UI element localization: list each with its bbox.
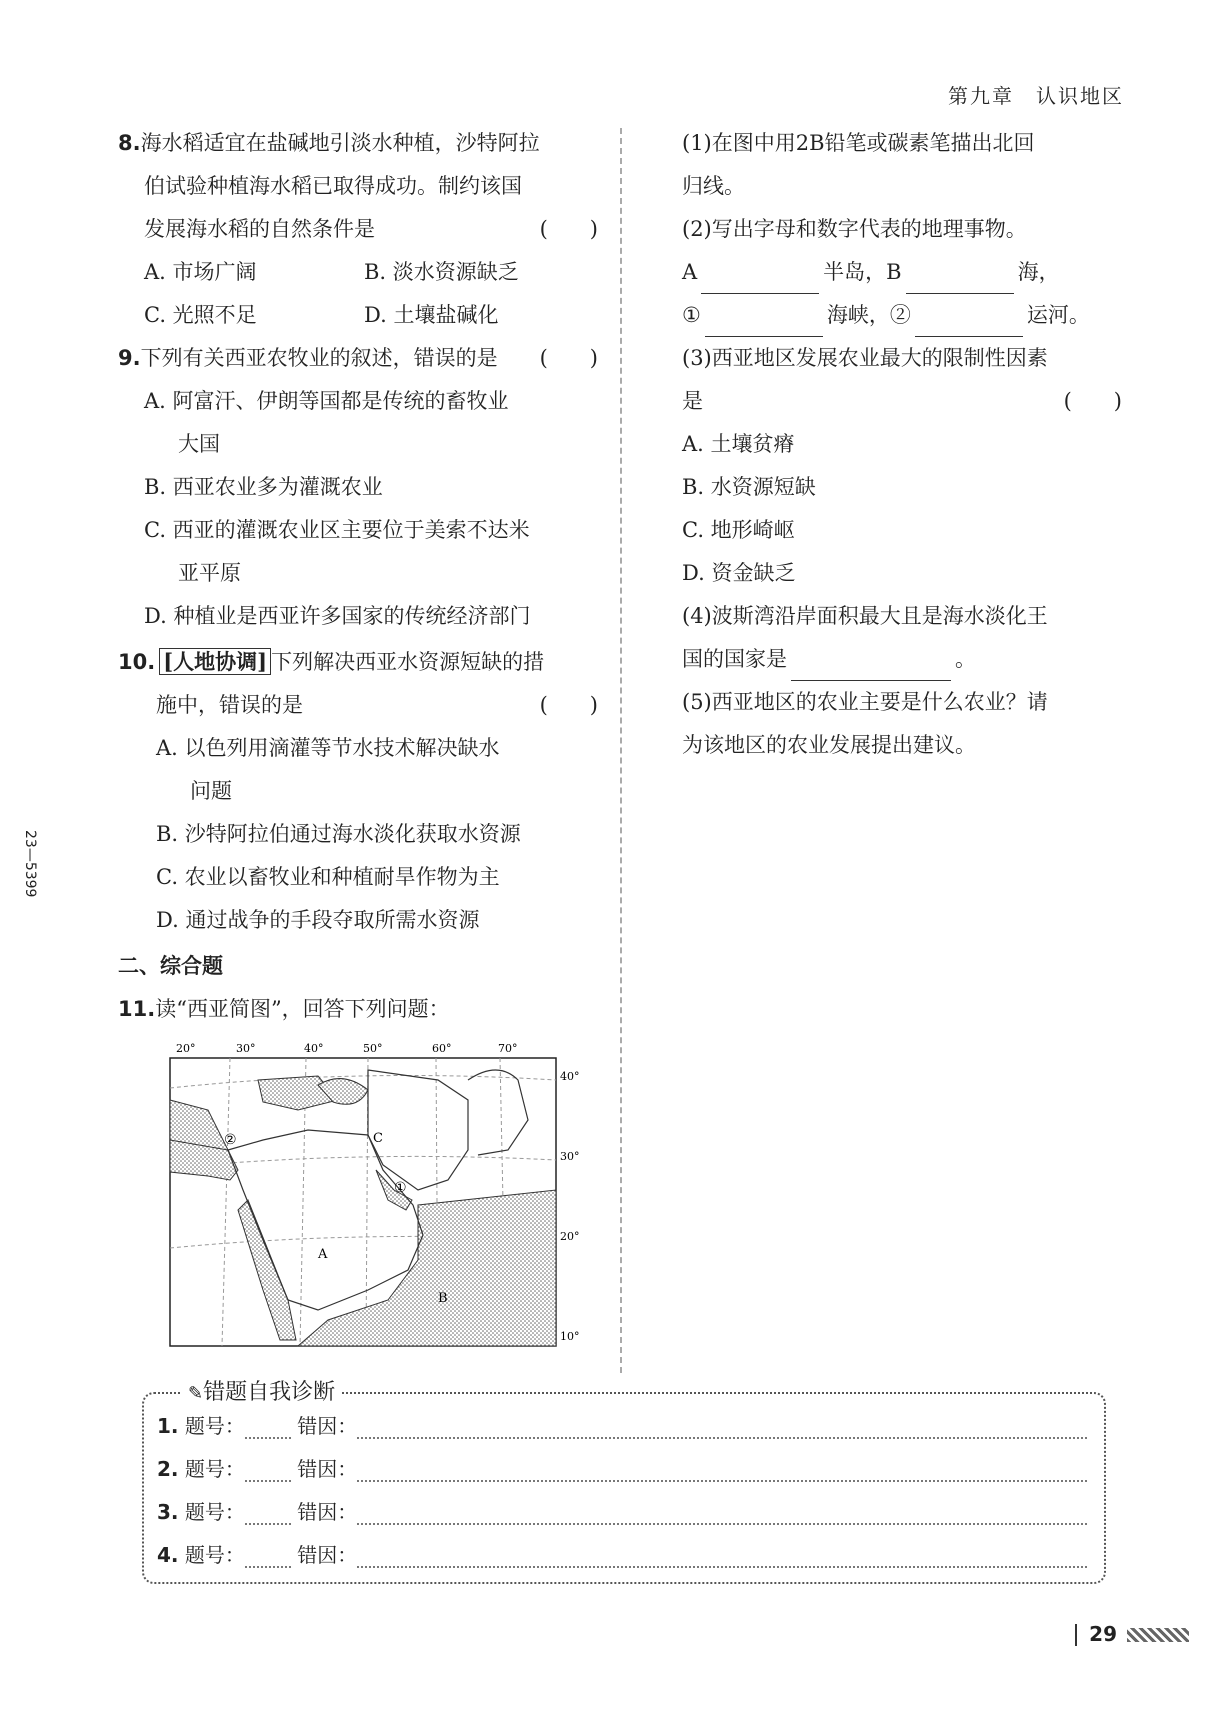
map-number-1: ①: [394, 1180, 407, 1196]
reason-field[interactable]: [357, 1548, 1087, 1568]
subquestion-4-cont: 国的国家是: [682, 647, 787, 671]
option-c-cont: 亚平原: [178, 561, 241, 585]
subquestion-5: (5)西亚地区的农业主要是什么农业？请: [682, 690, 1048, 714]
option-c[interactable]: C. 农业以畜牧业和种植耐旱作物为主: [156, 865, 500, 889]
option-a[interactable]: A. 阿富汗、伊朗等国都是传统的畜牧业: [144, 389, 509, 413]
question-8: [118, 122, 598, 337]
question-text: 读“西亚简图”，回答下列问题：: [155, 997, 450, 1021]
option-d[interactable]: D. 种植业是西亚许多国家的传统经济部门: [144, 604, 531, 628]
question-text: 发展海水稻的自然条件是: [144, 217, 375, 241]
subquestion-3-cont: 是: [682, 389, 703, 413]
number-field[interactable]: [245, 1419, 291, 1439]
lat-label: 10°: [560, 1330, 580, 1343]
option-b[interactable]: B. 淡水资源缺乏: [364, 260, 519, 284]
subquestion-3: (3)西亚地区发展农业最大的限制性因素: [682, 346, 1048, 370]
question-text: 施中，错误的是: [156, 693, 303, 717]
answer-blank-a[interactable]: [701, 269, 819, 294]
subquestion-1: (1)在图中用2B铅笔或碳素笔描出北回: [682, 131, 1035, 155]
subquestion-4: (4)波斯湾沿岸面积最大且是海水淡化王: [682, 604, 1048, 628]
option-a[interactable]: A. 以色列用滴灌等节水技术解决缺水: [156, 736, 500, 760]
label-sea: 海，: [1017, 260, 1060, 284]
question-11-parts: [682, 122, 1122, 767]
answer-paren[interactable]: ( ): [539, 693, 598, 717]
lon-label: 60°: [432, 1042, 452, 1055]
answer-blank-2[interactable]: [915, 312, 1023, 337]
question-11: [118, 988, 598, 1031]
subquestion-1-cont: 归线。: [682, 174, 745, 198]
diagnosis-title: ✎错题自我诊断: [182, 1375, 341, 1406]
diagnosis-row: 2. 题号： 错因：: [157, 1453, 1087, 1482]
question-text: 下列解决西亚水资源短缺的措: [271, 650, 545, 674]
option-d[interactable]: D. 土壤盐碱化: [364, 303, 499, 327]
question-number: 11.: [118, 997, 156, 1021]
west-asia-map: [168, 1040, 580, 1352]
lat-label: 20°: [560, 1230, 580, 1243]
question-10: 10. [人地协调] 下列解决西亚水资源短缺的措 施中，错误的是 ( ) A. 以色列用滴灌等节水技术解决缺水 问题 B. 沙特阿拉伯通过海水淡化获取水资源 C. 农业以畜牧业和种植耐旱作物为主 D. 通过战争的手段夺取所需水资源: [118, 640, 598, 942]
subquestion-2: (2)写出字母和数字代表的地理事物。: [682, 217, 1027, 241]
section-heading: 二、综合题: [118, 954, 223, 978]
column-divider: [620, 128, 622, 1373]
side-code: 23—5399: [22, 830, 38, 898]
answer-blank-1[interactable]: [705, 312, 823, 337]
page-number-bar: [1075, 1624, 1077, 1646]
decorative-stripe: [1127, 1628, 1189, 1642]
label-2: 海峡，②: [826, 303, 911, 327]
map-letter-a: A: [318, 1247, 328, 1262]
option-b[interactable]: B. 沙特阿拉伯通过海水淡化获取水资源: [156, 822, 521, 846]
lat-label: 40°: [560, 1070, 580, 1083]
question-number: 8.: [118, 131, 141, 155]
answer-paren[interactable]: ( ): [539, 346, 598, 370]
lat-label: 30°: [560, 1150, 580, 1163]
answer-paren[interactable]: ( ): [539, 217, 598, 241]
option-c[interactable]: C. 光照不足: [144, 303, 257, 327]
option-c[interactable]: C. 西亚的灌溉农业区主要位于美索不达米: [144, 518, 530, 542]
page-number: 29: [1089, 1622, 1117, 1646]
answer-blank-b[interactable]: [906, 269, 1014, 294]
subquestion-5-cont: 为该地区的农业发展提出建议。: [682, 733, 976, 757]
label-canal: 运河。: [1026, 303, 1090, 327]
option-b[interactable]: B. 西亚农业多为灌溉农业: [144, 475, 383, 499]
option-a[interactable]: A. 土壤贫瘠: [682, 432, 795, 456]
reason-field[interactable]: [357, 1462, 1087, 1482]
question-tag: 人地协调: [173, 649, 258, 674]
diagnosis-row: 4. 题号： 错因：: [157, 1539, 1087, 1568]
map-number-2: ②: [224, 1132, 237, 1148]
reason-field[interactable]: [357, 1419, 1087, 1439]
lon-label: 70°: [498, 1042, 518, 1055]
question-text: 下列有关西亚农牧业的叙述，错误的是: [140, 346, 498, 370]
question-text: 海水稻适宜在盐碱地引淡水种植，沙特阿拉: [140, 131, 540, 155]
question-9: [118, 337, 598, 638]
diagnosis-row: 3. 题号： 错因：: [157, 1496, 1087, 1525]
number-field[interactable]: [245, 1548, 291, 1568]
lon-label: 50°: [363, 1042, 383, 1055]
number-field[interactable]: [245, 1505, 291, 1525]
label-1: ①: [682, 303, 701, 327]
question-text: 伯试验种植海水稻已取得成功。制约该国: [144, 174, 522, 198]
question-number: 10.: [118, 650, 156, 674]
option-a[interactable]: A. 市场广阔: [144, 260, 257, 284]
option-b[interactable]: B. 水资源短缺: [682, 475, 816, 499]
map-letter-c: C: [373, 1131, 383, 1146]
lon-label: 20°: [176, 1042, 196, 1055]
option-d[interactable]: D. 通过战争的手段夺取所需水资源: [156, 908, 480, 932]
map-letter-b: B: [438, 1291, 448, 1306]
number-field[interactable]: [245, 1462, 291, 1482]
lon-label: 40°: [304, 1042, 324, 1055]
answer-paren[interactable]: ( ): [1063, 389, 1122, 413]
label-b: 半岛，B: [823, 260, 902, 284]
question-number: 9.: [118, 346, 141, 370]
option-d[interactable]: D. 资金缺乏: [682, 561, 796, 585]
option-c[interactable]: C. 地形崎岖: [682, 518, 795, 542]
pencil-icon: ✎: [188, 1383, 204, 1404]
answer-blank-country[interactable]: [791, 656, 951, 681]
chapter-header: 第九章 认识地区: [948, 84, 1124, 108]
reason-field[interactable]: [357, 1505, 1087, 1525]
label-a: A: [682, 260, 698, 284]
diagnosis-row: 1. 题号： 错因：: [157, 1410, 1087, 1439]
period: 。: [955, 647, 976, 671]
lon-label: 30°: [236, 1042, 256, 1055]
option-a-cont: 大国: [178, 432, 220, 456]
option-a-cont: 问题: [190, 779, 232, 803]
